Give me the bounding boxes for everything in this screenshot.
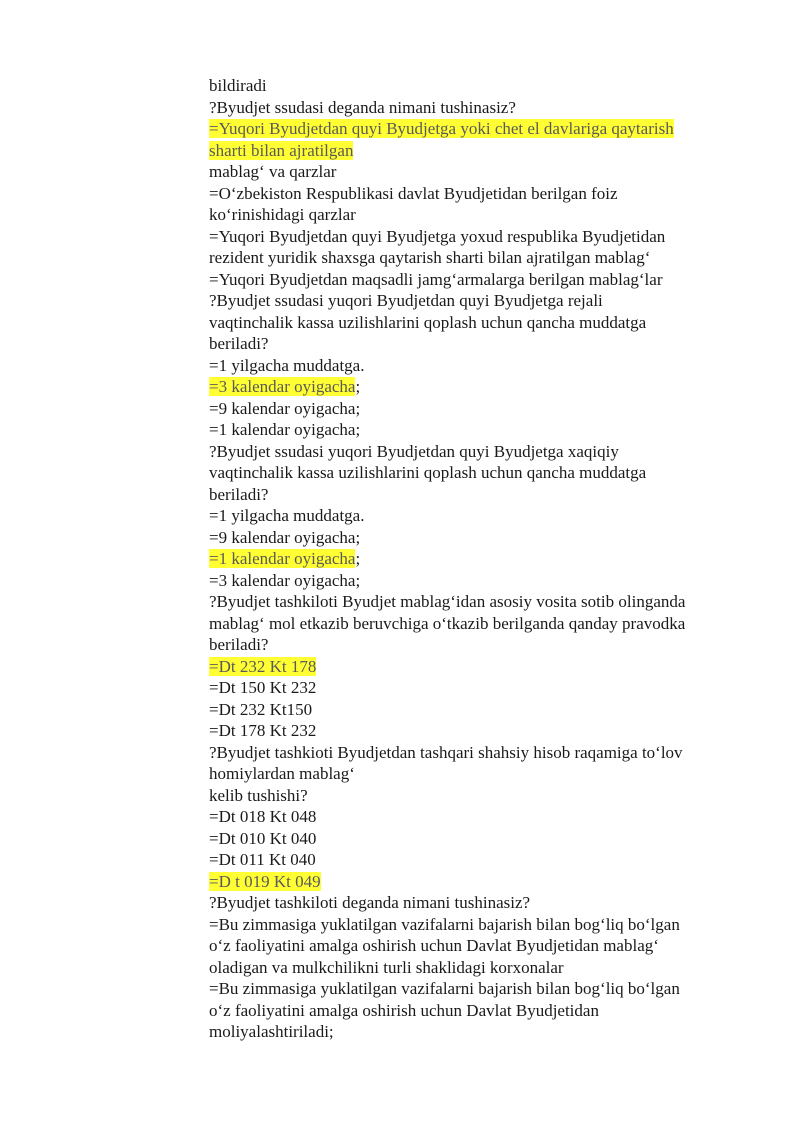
text-line bbox=[209, 613, 749, 635]
line-text: mablag‘ va qarzlar bbox=[209, 162, 337, 181]
question-line bbox=[209, 892, 749, 914]
line-text: vaqtinchalik kassa uzilishlarini qoplash uchun qancha muddatga bbox=[209, 463, 647, 482]
text-line bbox=[209, 355, 749, 377]
highlighted-answer-line bbox=[209, 140, 749, 162]
line-text: =Yuqori Byudjetdan quyi Byudjetga yoki chet el davlariga qaytarish bbox=[209, 119, 674, 138]
line-text: =Dt 232 Kt 178 bbox=[209, 656, 317, 676]
text-line bbox=[209, 1021, 749, 1043]
text-line bbox=[209, 785, 749, 807]
text-line bbox=[209, 247, 749, 269]
highlighted-answer-line bbox=[209, 376, 749, 398]
line-suffix: ; bbox=[355, 377, 361, 396]
line-text: oladigan va mulkchilikni turli shaklidagi korxonalar bbox=[209, 957, 564, 977]
line-text: ?Byudjet tashkiloti Byudjet mablag‘idan asosiy vosita sotib olinganda bbox=[209, 592, 686, 611]
line-text: =Dt 178 Kt 232 bbox=[209, 721, 317, 740]
text-line bbox=[209, 763, 749, 785]
question-line bbox=[209, 441, 749, 463]
line-text: beriladi? bbox=[209, 334, 269, 353]
line-text: =1 kalendar oyigacha; bbox=[209, 420, 361, 439]
text-line bbox=[209, 570, 749, 592]
line-text: ?Byudjet ssudasi yuqori Byudjetdan quyi Byudjetga xaqiqiy bbox=[209, 441, 619, 461]
text-line bbox=[209, 161, 749, 183]
text-line bbox=[209, 75, 749, 97]
line-suffix: ; bbox=[355, 549, 361, 568]
line-text: =Dt 010 Kt 040 bbox=[209, 828, 317, 848]
line-text: =Dt 018 Kt 048 bbox=[209, 807, 317, 826]
line-text: ?Byudjet tashkioti Byudjetdan tashqari shahsiy hisob raqamiga to‘lov bbox=[209, 742, 683, 762]
line-text: ?Byudjet ssudasi yuqori Byudjetdan quyi Byudjetga rejali bbox=[209, 291, 603, 310]
text-line bbox=[209, 634, 749, 656]
text-line bbox=[209, 720, 749, 742]
text-line bbox=[209, 957, 749, 979]
text-line bbox=[209, 914, 749, 936]
line-text: homiylardan mablag‘ bbox=[209, 764, 355, 783]
line-text: =9 kalendar oyigacha; bbox=[209, 398, 361, 418]
text-line bbox=[209, 828, 749, 850]
line-text: =1 yilgacha muddatga. bbox=[209, 355, 365, 375]
line-text: o‘z faoliyatini amalga oshirish uchun Davlat Byudjetidan bbox=[209, 1000, 599, 1020]
line-text: ?Byudjet tashkiloti deganda nimani tushinasiz? bbox=[209, 893, 531, 912]
text-line bbox=[209, 1000, 749, 1022]
line-text: =9 kalendar oyigacha; bbox=[209, 527, 361, 547]
line-text: ko‘rinishidagi qarzlar bbox=[209, 205, 356, 224]
highlighted-answer-line bbox=[209, 871, 749, 893]
highlighted-answer-line bbox=[209, 118, 749, 140]
line-text: o‘z faoliyatini amalga oshirish uchun Davlat Byudjetidan mablag‘ bbox=[209, 936, 659, 955]
text-line bbox=[209, 699, 749, 721]
document-body bbox=[209, 75, 749, 1043]
text-line bbox=[209, 419, 749, 441]
text-line bbox=[209, 484, 749, 506]
text-line bbox=[209, 849, 749, 871]
text-line bbox=[209, 183, 749, 205]
text-line bbox=[209, 333, 749, 355]
line-text: =3 kalendar oyigacha; bbox=[209, 570, 361, 590]
text-line bbox=[209, 677, 749, 699]
text-line bbox=[209, 204, 749, 226]
line-text: =Yuqori Byudjetdan maqsadli jamg‘armalarga berilgan mablag‘lar bbox=[209, 269, 663, 289]
text-line bbox=[209, 462, 749, 484]
text-line bbox=[209, 312, 749, 334]
question-line bbox=[209, 97, 749, 119]
line-text: ?Byudjet ssudasi deganda nimani tushinasiz? bbox=[209, 97, 516, 117]
line-text: beriladi? bbox=[209, 635, 269, 654]
line-text: sharti bilan ajratilgan bbox=[209, 140, 354, 160]
line-text: =1 kalendar oyigacha bbox=[209, 549, 356, 568]
highlighted-answer-line bbox=[209, 548, 749, 570]
line-text: =Dt 011 Kt 040 bbox=[209, 850, 316, 869]
text-line bbox=[209, 527, 749, 549]
line-text: =3 kalendar oyigacha bbox=[209, 377, 356, 396]
line-text: =Yuqori Byudjetdan quyi Byudjetga yoxud respublika Byudjetidan bbox=[209, 226, 666, 246]
question-line bbox=[209, 742, 749, 764]
line-text: beriladi? bbox=[209, 484, 269, 504]
text-line bbox=[209, 806, 749, 828]
text-line bbox=[209, 398, 749, 420]
line-text: =Bu zimmasiga yuklatilgan vazifalarni bajarish bilan bog‘liq bo‘lgan bbox=[209, 914, 680, 934]
line-text: vaqtinchalik kassa uzilishlarini qoplash uchun qancha muddatga bbox=[209, 312, 647, 332]
line-text: kelib tushishi? bbox=[209, 785, 308, 805]
line-text: =Dt 150 Kt 232 bbox=[209, 678, 317, 697]
text-line bbox=[209, 505, 749, 527]
text-line bbox=[209, 978, 749, 1000]
line-text: =D t 019 Kt 049 bbox=[209, 871, 321, 891]
text-line bbox=[209, 226, 749, 248]
line-text: =O‘zbekiston Respublikasi davlat Byudjetidan berilgan foiz bbox=[209, 183, 618, 203]
highlighted-answer-line bbox=[209, 656, 749, 678]
line-text: moliyalashtiriladi; bbox=[209, 1022, 334, 1041]
line-text: =Bu zimmasiga yuklatilgan vazifalarni bajarish bilan bog‘liq bo‘lgan bbox=[209, 979, 680, 998]
text-line bbox=[209, 935, 749, 957]
question-line bbox=[209, 290, 749, 312]
line-text: rezident yuridik shaxsga qaytarish sharti bilan ajratilgan mablag‘ bbox=[209, 248, 651, 267]
line-text: bildiradi bbox=[209, 76, 267, 95]
line-text: =1 yilgacha muddatga. bbox=[209, 506, 365, 525]
question-line bbox=[209, 591, 749, 613]
line-text: =Dt 232 Kt150 bbox=[209, 699, 313, 719]
line-text: mablag‘ mol etkazib beruvchiga o‘tkazib berilganda qanday pravodka bbox=[209, 613, 686, 633]
text-line bbox=[209, 269, 749, 291]
